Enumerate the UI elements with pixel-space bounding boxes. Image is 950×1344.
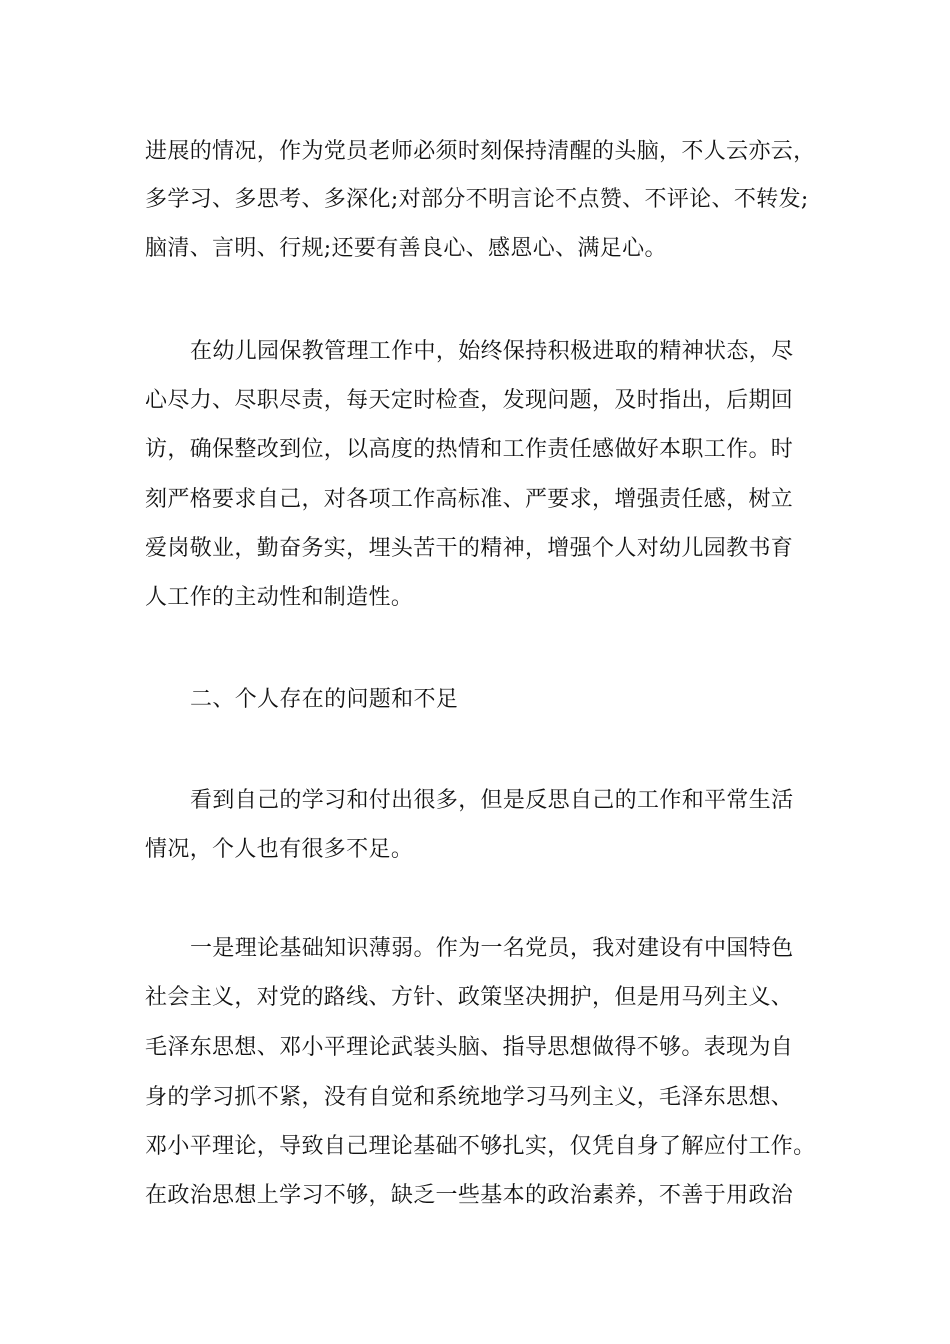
paragraph-line: 心尽力、尽职尽责，每天定时检查，发现问题，及时指出，后期回 [145,388,794,413]
paragraph-line: 在政治思想上学习不够，缺乏一些基本的政治素养，不善于用政治 [145,1183,794,1208]
paragraph-line: 身的学习抓不紧，没有自觉和系统地学习马列主义，毛泽东思想、 [145,1085,794,1110]
paragraph-line: 邓小平理论，导致自己理论基础不够扎实，仅凭自身了解应付工作。 [145,1134,816,1159]
paragraph-line: 多学习、多思考、多深化;对部分不明言论不点赞、不评论、不转发; [145,187,809,212]
paragraph-line: 爱岗敬业，勤奋务实，埋头苦干的精神，增强个人对幼儿园教书育 [145,536,794,561]
section-heading: 二、个人存在的问题和不足 [190,687,459,712]
paragraph-line: 在幼儿园保教管理工作中，始终保持积极进取的精神状态，尽 [190,339,794,364]
paragraph-line: 访，确保整改到位，以高度的热情和工作责任感做好本职工作。时 [145,437,794,462]
paragraph-line: 脑清、言明、行规;还要有善良心、感恩心、满足心。 [145,236,667,261]
paragraph-line: 毛泽东思想、邓小平理论武装头脑、指导思想做得不够。表现为自 [145,1035,794,1060]
paragraph-line: 情况，个人也有很多不足。 [145,837,414,862]
paragraph-line: 人工作的主动性和制造性。 [145,585,414,610]
paragraph-line: 看到自己的学习和付出很多，但是反思自己的工作和平常生活 [190,788,794,813]
paragraph-line: 刻严格要求自己，对各项工作高标准、严要求，增强责任感，树立 [145,487,794,512]
paragraph-line: 社会主义，对党的路线、方针、政策坚决拥护，但是用马列主义、 [145,985,794,1010]
paragraph-line: 进展的情况，作为党员老师必须时刻保持清醒的头脑，不人云亦云， [145,139,816,164]
paragraph-line: 一是理论基础知识薄弱。作为一名党员，我对建设有中国特色 [190,936,794,961]
